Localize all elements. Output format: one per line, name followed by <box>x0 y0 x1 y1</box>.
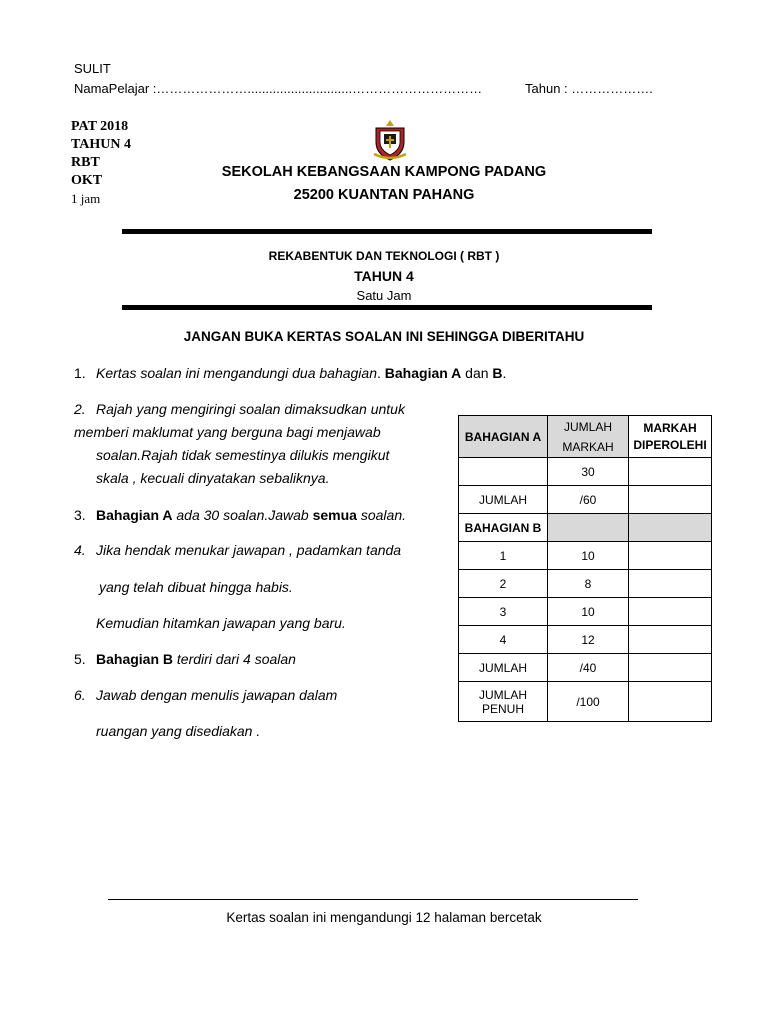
footer-divider <box>108 899 638 900</box>
school-address: 25200 KUANTAN PAHANG <box>293 187 475 203</box>
instruction-1: 1. Kertas soalan ini mengandungi dua bahagian. Bahagian A dan B. <box>74 365 507 381</box>
exam-month: OKT <box>71 173 103 188</box>
school-name: SEKOLAH KEBANGSAAN KAMPONG PADANG <box>221 164 547 180</box>
bottom-divider <box>122 305 652 310</box>
instruction-2: 2. Rajah yang mengiringi soalan dimaksudkan untuk memberi maklumat yang berguna bagi menjawab soalan.Rajah tidak semestinya dilukis mengikut skala , kecuali dinyatakan sebaliknya. <box>74 401 405 486</box>
score-cell[interactable] <box>629 542 712 570</box>
score-cell[interactable] <box>629 654 712 682</box>
school-crest-icon <box>370 118 410 162</box>
table-row: 30 <box>459 458 712 486</box>
score-cell[interactable] <box>629 570 712 598</box>
table-row: BAHAGIAN B <box>459 514 712 542</box>
header-obtained: MARKAH DIPEROLEHI <box>629 416 712 458</box>
year-line: Tahun : ………………. <box>525 81 653 96</box>
exam-subject: RBT <box>71 155 100 170</box>
table-row: JUMLAH /40 <box>459 654 712 682</box>
paper-duration: Satu Jam <box>356 288 412 303</box>
paper-year: TAHUN 4 <box>354 268 414 284</box>
instruction-5: 5. Bahagian B terdiri dari 4 soalan <box>74 651 296 667</box>
student-name-line: NamaPelajar :………………….............................………………………… <box>74 81 483 96</box>
table-row: 3 10 <box>459 598 712 626</box>
table-row: JUMLAH PENUH /100 <box>459 682 712 722</box>
score-cell <box>629 514 712 542</box>
classification-label: SULIT <box>74 61 111 76</box>
exam-duration: 1 jam <box>71 191 101 206</box>
score-cell[interactable] <box>629 486 712 514</box>
table-row: JUMLAH /60 <box>459 486 712 514</box>
score-cell[interactable] <box>629 626 712 654</box>
instruction-6: 6. Jawab dengan menulis jawapan dalam ruangan yang disediakan . <box>74 687 338 739</box>
table-row: 1 10 <box>459 542 712 570</box>
instruction-4: 4. Jika hendak menukar jawapan , padamkan tanda yang telah dibuat hingga habis. Kemudian hitamkan jawapan yang baru. <box>74 542 402 631</box>
warning-text: JANGAN BUKA KERTAS SOALAN INI SEHINGGA DIBERITAHU <box>183 329 585 344</box>
table-row: 4 12 <box>459 626 712 654</box>
exam-code: PAT 2018 <box>71 119 129 134</box>
table-row: 2 8 <box>459 570 712 598</box>
paper-subject: REKABENTUK DAN TEKNOLOGI ( RBT ) <box>268 249 500 263</box>
footer-text: Kertas soalan ini mengandungi 12 halaman bercetak <box>226 910 542 925</box>
header-total: JUMLAH MARKAH <box>548 416 629 458</box>
table-header-row <box>459 416 712 458</box>
score-cell[interactable] <box>629 458 712 486</box>
exam-year: TAHUN 4 <box>71 137 132 152</box>
top-divider <box>122 229 652 234</box>
instruction-3: 3. Bahagian A ada 30 soalan.Jawab semua soalan. <box>74 507 407 523</box>
header-section: BAHAGIAN A <box>459 416 548 458</box>
marks-table <box>458 415 712 722</box>
score-cell[interactable] <box>629 598 712 626</box>
score-cell[interactable] <box>629 682 712 722</box>
